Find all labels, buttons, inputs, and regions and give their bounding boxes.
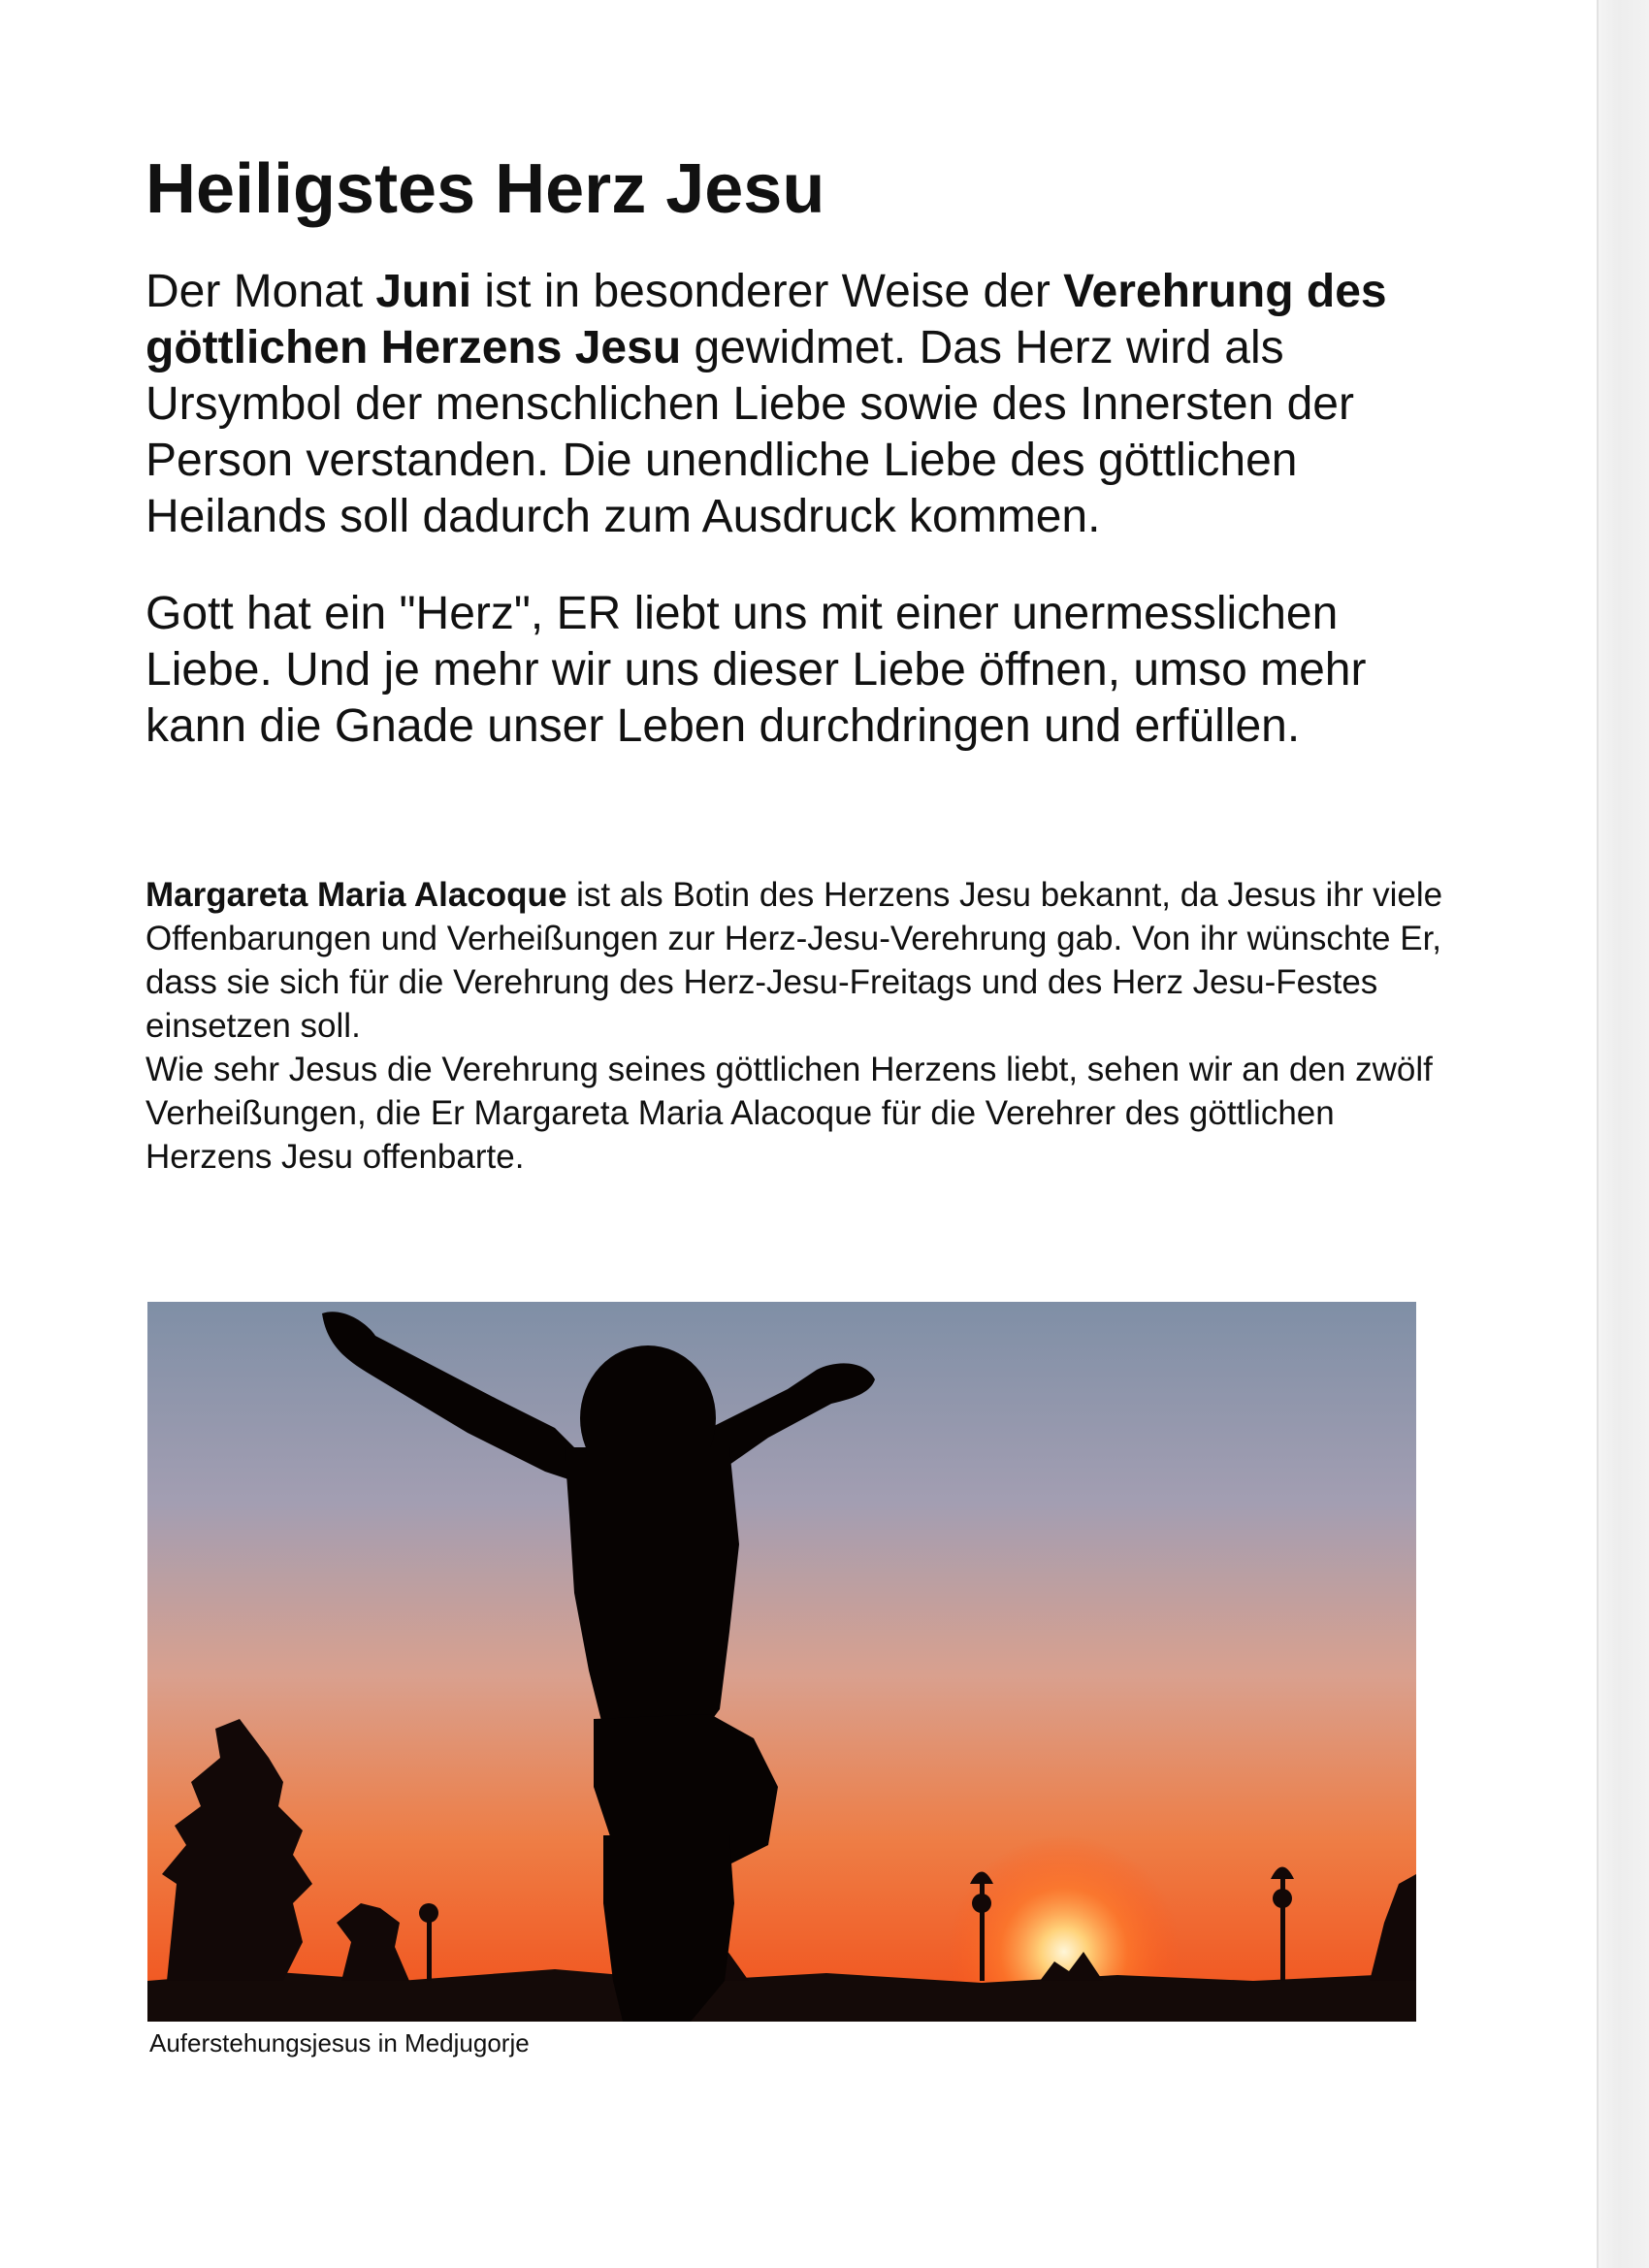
intro-bold-month: Juni	[375, 266, 472, 317]
photo-illustration	[147, 1302, 1416, 2022]
intro-bold-devotion: Verehrung des göttlichen Herzens Jesu	[146, 266, 1387, 373]
alacoque-name: Margareta Maria Alacoque	[146, 876, 567, 914]
alacoque-text-2: Wie sehr Jesus die Verehrung seines göttlichen Herzens liebt, sehen wir an den zwölf Verheißungen, die Er Margareta Maria Alacoque für die Verehrer des göttlichen Herzens Jesu offenbarte.	[146, 1051, 1433, 1176]
page-title: Heiligstes Herz Jesu	[146, 150, 825, 228]
intro-text-3: gewidmet. Das Herz wird als Ursymbol der menschlichen Liebe sowie des Innersten der Person verstanden. Die unendliche Liebe des göttlichen Heilands soll dadurch zum Ausdruck kommen.	[146, 322, 1354, 542]
love-paragraph: Gott hat ein "Herz", ER liebt uns mit einer unermesslichen Liebe. Und je mehr wir uns dieser Liebe öffnen, umso mehr kann die Gnade unser Leben durchdringen und erfüllen.	[146, 588, 1367, 752]
intro-text-2: ist in besonderer Weise der	[471, 266, 1064, 317]
alacoque-text-1: ist als Botin des Herzens Jesu bekannt, da Jesus ihr viele Offenbarungen und Verheißungen zur Herz-Jesu-Verehrung gab. Von ihr wünschte Er, dass sie sich für die Verehrung des Herz-Jesu-Freitags und des Herz Jesu-Festes einsetzen soll.	[146, 876, 1443, 1045]
intro-text-1: Der Monat	[146, 266, 376, 317]
alacoque-paragraph	[146, 873, 1445, 1179]
intro-paragraph	[146, 264, 1465, 545]
sunset-statue-photo	[147, 1302, 1416, 2022]
page-edge-line	[1597, 0, 1599, 2268]
photo-caption: Auferstehungsjesus in Medjugorje	[149, 2028, 530, 2057]
page-edge	[1599, 0, 1649, 2268]
